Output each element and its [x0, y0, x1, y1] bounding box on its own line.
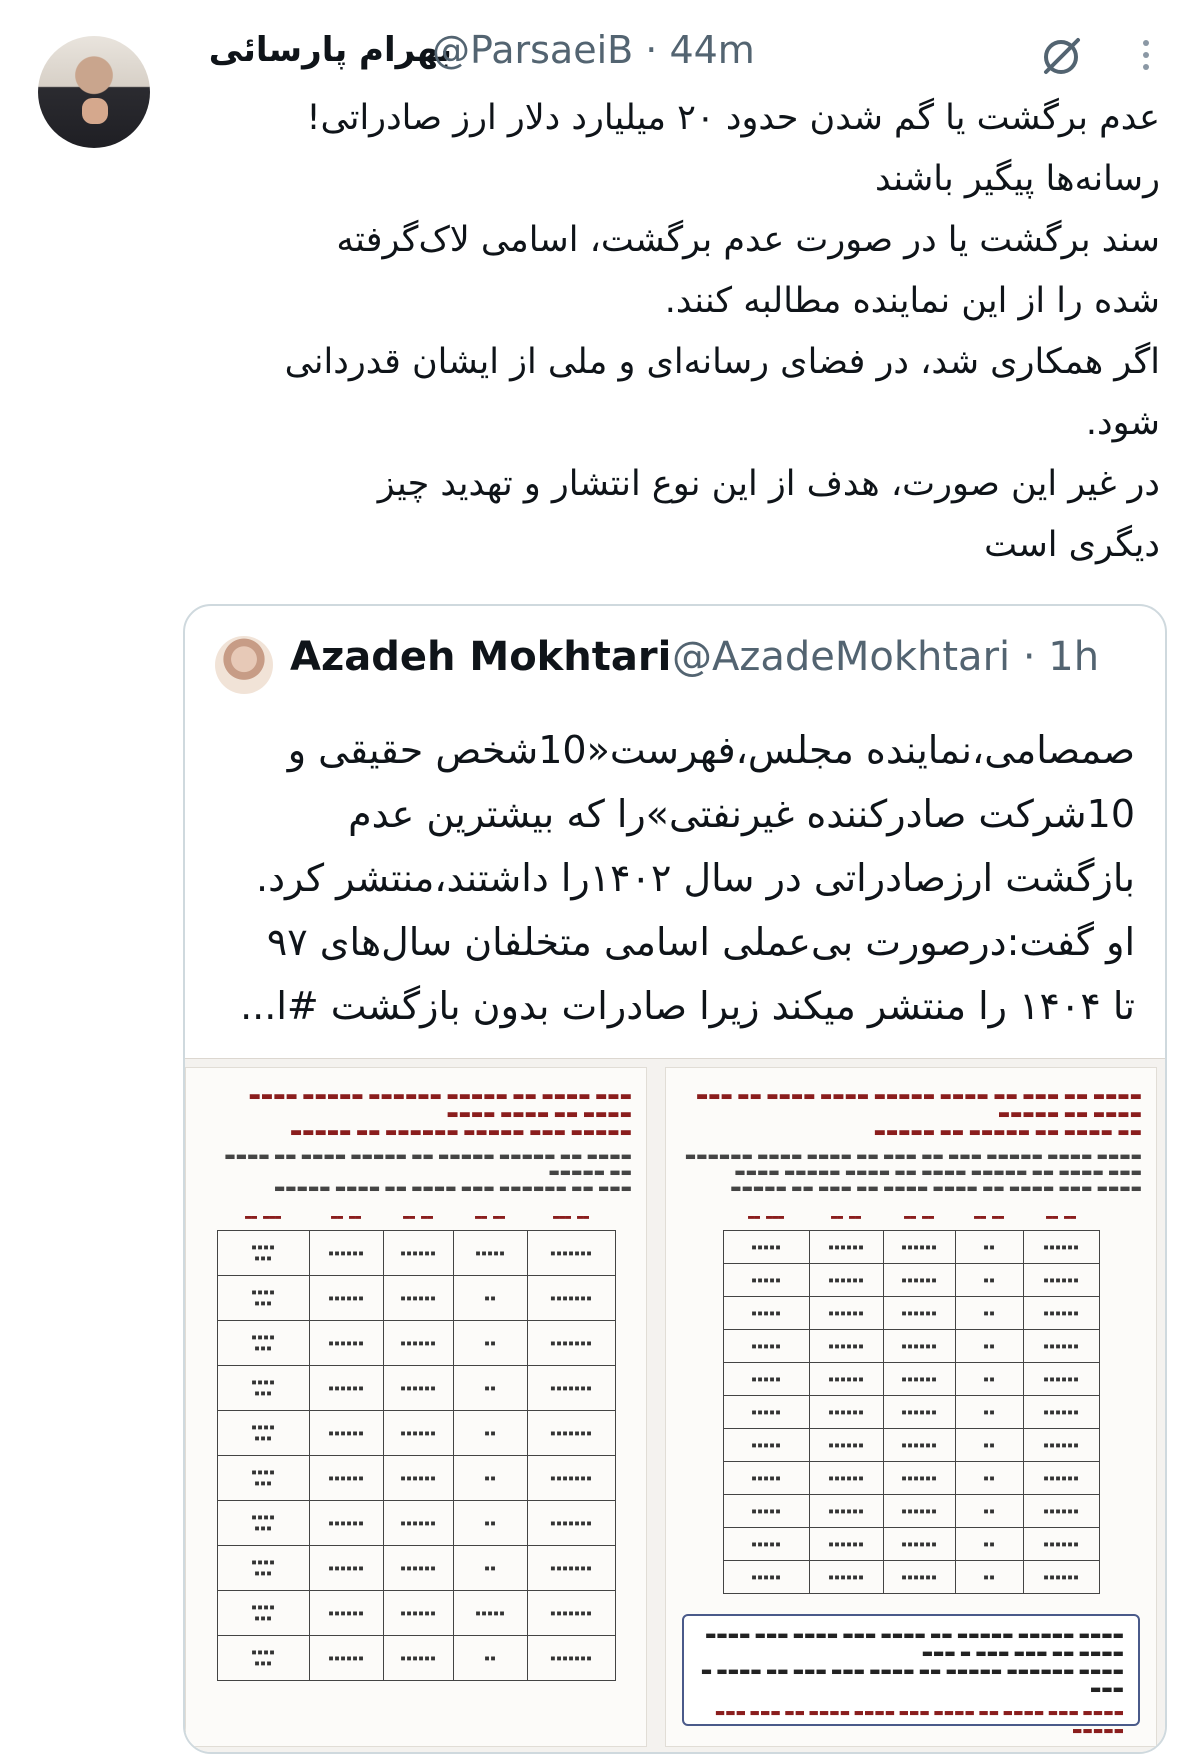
document-subtitle-illegible: ▬▬▬▬ ▬▬▬▬ ▬▬▬▬▬ ▬▬▬ ▬▬ ▬▬▬ ▬▬ ▬▬▬▬ ▬▬▬▬ ▬▬▬▬▬▬ ▬▬▬ ▬▬▬▬ ▬▬ ▬▬▬▬▬ ▬▬▬▬ ▬▬ ▬▬▬▬ ▬▬▬▬▬ ▬▬▬▬ ▬▬▬▬ ▬▬▬ ▬▬▬▬ ▬▬ ▬▬▬▬ ▬▬▬▬ ▬▬ ▬▬▬ ▬▬ ▬▬▬▬▬ [684, 1149, 1142, 1195]
document-title-illegible: ▬▬▬▬ ▬▬ ▬▬▬ ▬▬ ▬▬▬▬ ▬▬▬▬▬ ▬▬▬▬ ▬▬▬▬ ▬▬ ▬▬▬ ▬▬▬▬ ▬▬ ▬▬▬▬▬ ▬▬ ▬▬▬▬ ▬▬ ▬▬▬▬▬ ▬▬ ▬▬▬▬▬ [695, 1089, 1142, 1140]
author-name[interactable]: بهرام پارسائی [208, 30, 452, 70]
tweet-line: دیگری است [984, 525, 1160, 565]
quoted-tweet-text [215, 718, 1135, 1038]
quote-line: صمصامی،نماینده مجلس،فهرست«10شخص حقیقی و [287, 728, 1135, 772]
quoted-author-handle-time[interactable]: @AzadeMokhtari · 1h [672, 634, 1100, 680]
quote-line: تا ۱۴۰۴ را منتشر میکند زیرا صادرات بدون بازگشت #ا... [240, 984, 1135, 1028]
document-image-individuals[interactable] [665, 1067, 1157, 1747]
more-dots-icon[interactable] [1136, 34, 1156, 80]
author-avatar[interactable] [38, 36, 150, 148]
quote-line: او گفت:درصورت بی‌عملی اسامی متخلفان سال‌های ۹۷ [266, 920, 1135, 964]
tweet-text [200, 88, 1160, 576]
quoted-author-name[interactable]: Azadeh Mokhtari [290, 634, 672, 680]
attached-document-images[interactable] [185, 1058, 1165, 1753]
tweet-header [182, 26, 1160, 86]
grok-icon[interactable] [1038, 34, 1084, 80]
quote-line: 10شرکت صادرکننده غیرنفتی»را که بیشترین عدم [348, 792, 1135, 836]
document-warning-box: ▬▬▬▬ ▬▬▬▬▬ ▬▬▬▬▬ ▬▬ ▬▬▬▬ ▬▬▬ ▬▬▬▬ ▬▬▬ ▬▬▬▬ ▬▬▬▬ ▬▬ ▬▬▬ ▬▬▬ ▬ ▬▬▬ ▬▬▬▬ ▬▬▬▬▬▬ ▬▬▬▬▬ ▬▬ ▬▬▬▬ ▬▬▬ ▬▬▬ ▬▬ ▬▬▬▬ ▬ ▬▬▬ ▬▬▬▬ ▬▬▬ ▬▬▬▬ ▬▬ ▬▬▬▬ ▬▬▬ ▬▬▬▬ ▬▬▬▬ ▬▬ ▬▬▬ ▬▬▬ ▬▬▬▬▬ [682, 1614, 1140, 1726]
quote-line: بازگشت ارزصادراتی در سال ۱۴۰۲را داشتند،منتشر کرد. [256, 856, 1135, 900]
document-subtitle-illegible: ▬▬▬▬ ▬▬ ▬▬▬▬▬ ▬▬▬▬▬ ▬▬ ▬▬▬▬▬ ▬▬▬▬ ▬▬ ▬▬▬▬ ▬▬ ▬▬▬▬▬ ▬▬▬ ▬▬ ▬▬▬▬▬▬ ▬▬▬ ▬▬▬▬ ▬▬ ▬▬▬▬ ▬▬▬▬▬ [224, 1149, 632, 1195]
document-table: ▬▬ ▬▬▬ ▬▬ ▬▬ ▬▬ ▬▬ ▬▬ ▬▬ ▬▬▬ ▬▬ ▪▪▪▪▪▪▪ ▪▪▪▪▪ ▪▪▪▪▪▪ ▪▪▪▪▪▪ ▪▪▪▪ ▪▪▪ ▪▪▪▪▪▪▪ ▪▪ ▪▪▪▪▪▪ ▪▪▪▪▪▪ ▪▪▪▪ ▪▪▪ ▪▪▪▪▪▪▪ ▪▪ ▪▪▪▪▪▪ ▪▪▪▪▪▪ ▪▪▪▪ ▪▪▪ ▪▪▪▪▪▪▪ ▪▪ ▪▪▪▪▪▪ ▪▪▪▪▪▪ ▪▪▪▪ ▪▪▪ ▪▪▪▪▪▪▪ ▪▪ ▪▪▪▪▪▪ ▪▪▪▪▪▪ ▪▪▪▪ ▪▪▪ ▪▪▪▪▪▪▪ ▪▪ ▪▪▪▪▪▪ ▪▪▪▪▪▪ ▪▪▪▪ ▪▪▪ ▪▪▪▪▪▪▪ ▪▪ ▪▪▪▪▪▪ ▪▪▪▪▪▪ ▪▪▪▪ ▪▪▪ ▪▪▪▪▪▪▪ ▪▪ ▪▪▪▪▪▪ ▪▪▪▪▪▪ ▪▪▪▪ ▪▪▪ ▪▪▪▪▪▪▪ ▪▪▪▪▪ ▪▪▪▪▪▪ ▪▪▪▪▪▪ ▪▪▪▪ ▪▪▪ ▪▪▪▪▪▪▪ ▪▪ ▪▪▪▪▪▪ ▪▪▪▪▪▪ ▪▪▪▪ ▪▪▪ [217, 1204, 616, 1681]
document-title-illegible: ▬▬▬ ▬▬▬▬ ▬▬ ▬▬▬▬▬ ▬▬▬▬▬▬ ▬▬▬▬▬ ▬▬▬▬ ▬▬▬▬ ▬▬ ▬▬▬▬ ▬▬▬▬ ▬▬▬▬▬ ▬▬▬ ▬▬▬▬▬ ▬▬▬▬▬▬ ▬▬ ▬▬▬▬▬ [248, 1089, 632, 1140]
document-table: ▬▬ ▬▬ ▬▬ ▬▬ ▬▬ ▬▬ ▬▬ ▬▬ ▬▬▬ ▬▬ ▪▪▪▪▪▪ ▪▪ ▪▪▪▪▪▪ ▪▪▪▪▪▪ ▪▪▪▪▪ ▪▪▪▪▪▪ ▪▪ ▪▪▪▪▪▪ ▪▪▪▪▪▪ ▪▪▪▪▪ ▪▪▪▪▪▪ ▪▪ ▪▪▪▪▪▪ ▪▪▪▪▪▪ ▪▪▪▪▪ ▪▪▪▪▪▪ ▪▪ ▪▪▪▪▪▪ ▪▪▪▪▪▪ ▪▪▪▪▪ ▪▪▪▪▪▪ ▪▪ ▪▪▪▪▪▪ ▪▪▪▪▪▪ ▪▪▪▪▪ ▪▪▪▪▪▪ ▪▪ ▪▪▪▪▪▪ ▪▪▪▪▪▪ ▪▪▪▪▪ ▪▪▪▪▪▪ ▪▪ ▪▪▪▪▪▪ ▪▪▪▪▪▪ ▪▪▪▪▪ ▪▪▪▪▪▪ ▪▪ ▪▪▪▪▪▪ ▪▪▪▪▪▪ ▪▪▪▪▪ ▪▪▪▪▪▪ ▪▪ ▪▪▪▪▪▪ ▪▪▪▪▪▪ ▪▪▪▪▪ ▪▪▪▪▪▪ ▪▪ ▪▪▪▪▪▪ ▪▪▪▪▪▪ ▪▪▪▪▪ ▪▪▪▪▪▪ ▪▪ ▪▪▪▪▪▪ ▪▪▪▪▪▪ ▪▪▪▪▪ [723, 1204, 1100, 1594]
tweet-line: رسانه‌ها پیگیر باشند [875, 159, 1160, 199]
tweet-line: شده را از این نماینده مطالبه کنند. [664, 281, 1160, 321]
author-handle-time[interactable]: @ParsaeiB · 44m [432, 28, 755, 72]
document-image-companies[interactable] [185, 1067, 647, 1747]
tweet-line: عدم برگشت یا گم شدن حدود ۲۰ میلیارد دلار ارز صادراتی! [306, 98, 1160, 138]
tweet-line: سند برگشت یا در صورت عدم برگشت، اسامی لاک‌گرفته [336, 220, 1160, 260]
tweet-line: در غیر این صورت، هدف از این نوع انتشار و تهدید چیز [377, 464, 1160, 504]
tweet-line: اگر همکاری شد، در فضای رسانه‌ای و ملی از ایشان قدردانی [284, 342, 1160, 382]
quoted-tweet[interactable] [183, 604, 1167, 1754]
quoted-author-avatar[interactable] [215, 636, 273, 694]
tweet-line: شود. [1085, 403, 1160, 443]
